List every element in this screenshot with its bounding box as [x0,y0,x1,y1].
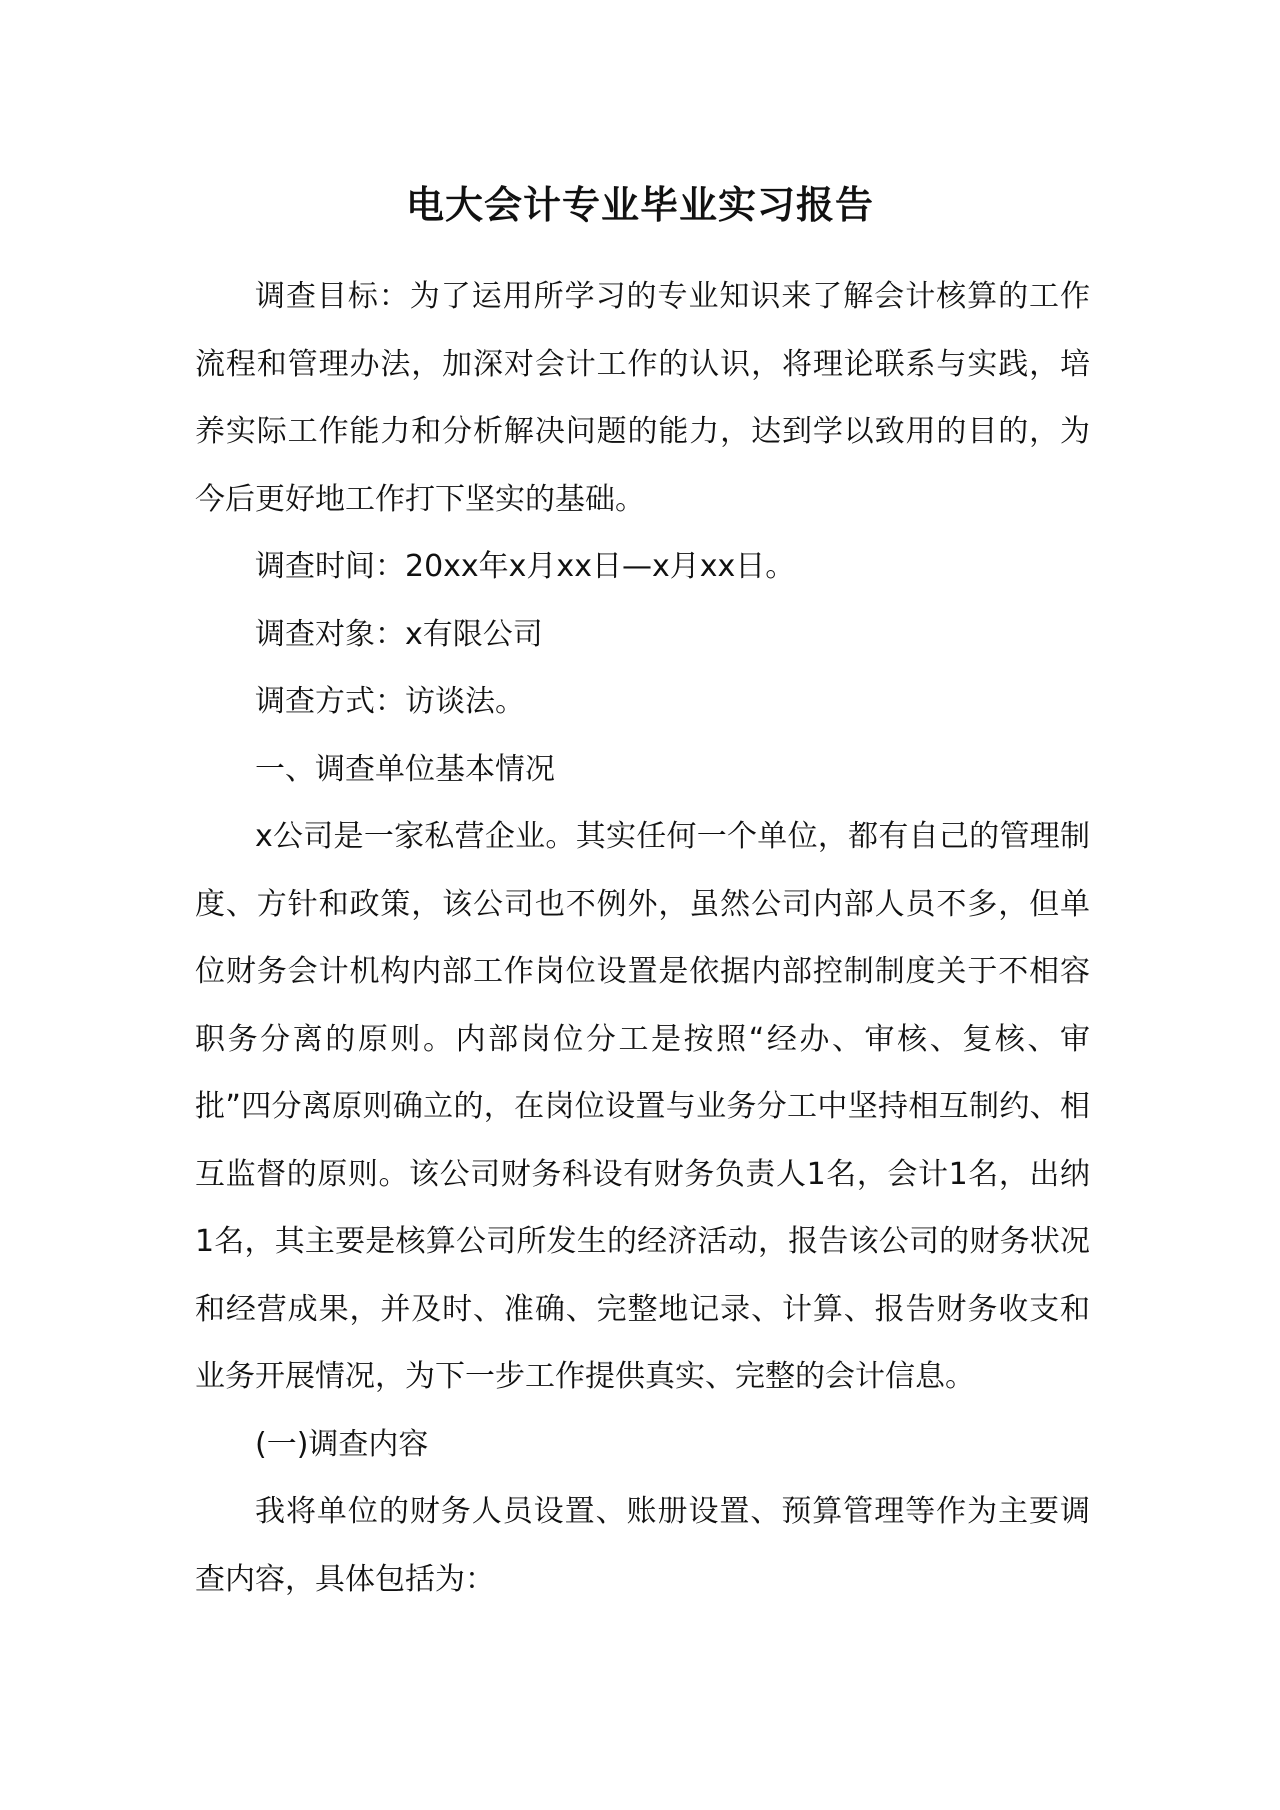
document-title: 电大会计专业毕业实习报告 [405,183,874,227]
paragraph-survey-content: 我将单位的财务人员设置、账册设置、预算管理等作为主要调查内容，具体包括为： [195,1494,1090,1597]
paragraph-survey-method: 调查方式：访谈法。 [255,684,525,719]
paragraph-company-overview: x公司是一家私营企业。其实任何一个单位，都有自己的管理制度、方针和政策，该公司也不例外，虽然公司内部人员不多，但单位财务会计机构内部工作岗位设置是依据内部控制制度关于不相容职务分离的原则。内部岗位分工是按照“经办、审核、复核、审批”四分离原则确立的，在岗位设置与业务分工中坚持相互制约、相互监督的原则。该公司财务科设有财务负责人1名，会计1名，出纳1名，其主要是核算公司所发生的经济活动，报告该公司的财务状况和经营成果，并及时、准确、完整地记录、计算、报告财务收支和业务开展情况，为下一步工作提供真实、完整的会计信息。 [195,819,1090,1394]
document-body [195,263,1090,1613]
paragraph-survey-time: 调查时间：20xx年x月xx日—x月xx日。 [255,549,796,584]
subsection-heading-survey-content: (一)调查内容 [255,1426,429,1462]
paragraph-survey-goal: 调查目标：为了运用所学习的专业知识来了解会计核算的工作流程和管理办法，加深对会计工作的认识，将理论联系与实践，培养实际工作能力和分析解决问题的能力，达到学以致用的目的，为今后更好地工作打下坚实的基础。 [195,279,1090,517]
section-heading-basic-info: 一、调查单位基本情况 [255,751,555,787]
paragraph-survey-object: 调查对象：x有限公司 [255,616,543,652]
